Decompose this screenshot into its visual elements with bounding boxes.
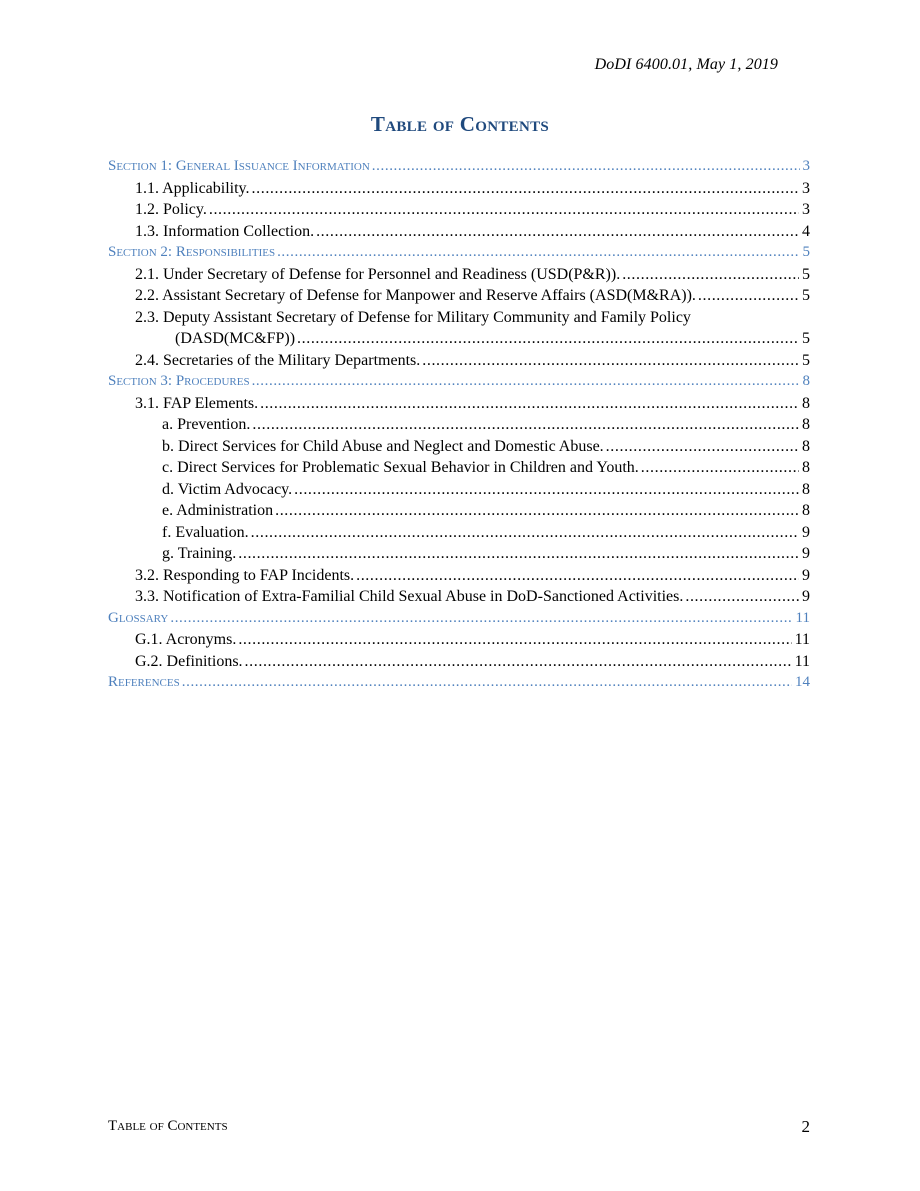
- toc-leader-dots: [252, 371, 800, 393]
- toc-entry-label: Section 1: General Issuance Information: [108, 158, 370, 174]
- toc-entry-page: 11: [794, 652, 810, 670]
- toc-entry[interactable]: [108, 543, 810, 565]
- toc-entry-label: 1.3. Information Collection.: [135, 222, 315, 240]
- toc-entry[interactable]: [108, 629, 810, 651]
- toc-entry[interactable]: [108, 500, 810, 522]
- toc-entry-page: 9: [802, 588, 810, 605]
- toc-entry-page: 8: [802, 394, 810, 412]
- toc-entry-page: 9: [802, 523, 810, 541]
- toc-leader-dots: [297, 328, 799, 350]
- toc-entry[interactable]: [108, 328, 810, 350]
- toc-leader-dots: [422, 350, 799, 372]
- toc-leader-dots: [277, 242, 799, 264]
- toc-entry[interactable]: [108, 307, 810, 329]
- toc-leader-dots: [698, 285, 799, 307]
- toc-entry[interactable]: [108, 199, 810, 221]
- toc-entry[interactable]: [108, 350, 810, 372]
- toc-entry[interactable]: [108, 414, 810, 436]
- toc-entry-page: 9: [802, 545, 810, 562]
- toc-entry-page: 8: [802, 480, 810, 498]
- toc-entry[interactable]: [108, 285, 810, 307]
- toc-entry-label: d. Victim Advocacy.: [162, 480, 293, 498]
- toc-entry[interactable]: [108, 221, 810, 243]
- toc-entry-label: 2.3. Deputy Assistant Secretary of Defense for Military Community and Family Policy: [135, 308, 691, 326]
- toc-entry-label: References: [108, 674, 180, 690]
- page-title: Table of Contents: [370, 112, 550, 136]
- toc-entry[interactable]: [108, 178, 810, 200]
- toc-entry-page: 4: [802, 222, 810, 240]
- footer-section-label: Table of Contents: [108, 1118, 228, 1134]
- toc-entry-label: (DASD(MC&FP)): [175, 330, 296, 347]
- toc-entry-label: 3.1. FAP Elements.: [135, 394, 259, 412]
- toc-entry-page: 8: [802, 459, 810, 476]
- toc-leader-dots: [238, 543, 799, 565]
- toc-entry-label: 3.2. Responding to FAP Incidents.: [135, 566, 355, 584]
- toc-leader-dots: [251, 522, 799, 544]
- toc-leader-dots: [622, 264, 799, 286]
- toc-entry-page: 5: [802, 244, 810, 260]
- toc-entry-label: 1.1. Applicability.: [135, 179, 250, 197]
- toc-entry[interactable]: [108, 457, 810, 479]
- toc-leader-dots: [170, 608, 792, 630]
- toc-entry-label: 3.3. Notification of Extra-Familial Child Sexual Abuse in DoD-Sanctioned Activities.: [135, 588, 684, 605]
- toc-leader-dots: [316, 221, 799, 243]
- toc-entry-label: Section 3: Procedures: [108, 373, 250, 389]
- toc-leader-dots: [294, 479, 799, 501]
- footer-page-number: 2: [801, 1117, 810, 1136]
- toc-entry-label: 1.2. Policy.: [135, 201, 207, 218]
- toc-leader-dots: [209, 199, 799, 221]
- toc-entry[interactable]: [108, 264, 810, 286]
- toc-entry-label: 2.4. Secretaries of the Military Departments.: [135, 351, 421, 369]
- toc-entry-label: Glossary: [108, 609, 169, 626]
- toc-entry-label: G.1. Acronyms.: [135, 631, 237, 648]
- toc-entry-page: 8: [802, 502, 810, 519]
- toc-entry[interactable]: [108, 393, 810, 415]
- toc-leader-dots: [252, 178, 799, 200]
- toc-entry[interactable]: [108, 565, 810, 587]
- toc-section-entry[interactable]: [108, 242, 810, 264]
- document-reference: DoDI 6400.01, May 1, 2019: [594, 56, 778, 73]
- toc-entry-page: 5: [802, 330, 810, 347]
- toc-leader-dots: [182, 672, 792, 694]
- toc-entry-page: 14: [795, 674, 810, 690]
- toc-entry-label: 2.2. Assistant Secretary of Defense for Manpower and Reserve Affairs (ASD(M&RA)).: [135, 287, 696, 304]
- toc-entry-page: 3: [802, 179, 810, 197]
- toc-entry-label: g. Training.: [162, 545, 237, 562]
- toc-entry-label: c. Direct Services for Problematic Sexual Behavior in Children and Youth.: [162, 459, 639, 476]
- toc-entry-label: e. Administration: [162, 502, 274, 519]
- toc-section-entry[interactable]: [108, 608, 810, 630]
- toc-entry-label: a. Prevention.: [162, 416, 251, 433]
- toc-leader-dots: [275, 500, 799, 522]
- toc-entry-page: 8: [802, 416, 810, 433]
- toc-entry-page: 9: [802, 566, 810, 584]
- table-of-contents: [108, 156, 810, 694]
- toc-entry-label: f. Evaluation.: [162, 523, 249, 541]
- toc-leader-dots: [685, 586, 799, 608]
- toc-leader-dots: [238, 629, 791, 651]
- toc-entry-page: 8: [802, 437, 810, 455]
- toc-leader-dots: [606, 436, 799, 458]
- toc-entry-page: 5: [802, 287, 810, 304]
- toc-leader-dots: [356, 565, 799, 587]
- toc-section-entry[interactable]: [108, 371, 810, 393]
- toc-leader-dots: [260, 393, 799, 415]
- toc-entry-page: 5: [802, 265, 810, 283]
- toc-entry[interactable]: [108, 522, 810, 544]
- toc-entry-label: G.2. Definitions.: [135, 652, 243, 670]
- toc-entry-page: 5: [802, 351, 810, 369]
- toc-entry[interactable]: [108, 479, 810, 501]
- toc-entry[interactable]: [108, 586, 810, 608]
- toc-entry-label: 2.1. Under Secretary of Defense for Personnel and Readiness (USD(P&R)).: [135, 265, 621, 283]
- toc-entry-label: Section 2: Responsibilities: [108, 244, 276, 260]
- toc-entry-page: 3: [802, 201, 810, 218]
- toc-leader-dots: [252, 414, 799, 436]
- toc-leader-dots: [372, 156, 800, 178]
- toc-entry-page: 11: [794, 631, 810, 648]
- toc-entry-page: 3: [802, 158, 810, 174]
- toc-entry[interactable]: [108, 651, 810, 673]
- toc-leader-dots: [245, 651, 792, 673]
- toc-entry-page: 8: [802, 373, 810, 389]
- toc-entry-label: b. Direct Services for Child Abuse and Neglect and Domestic Abuse.: [162, 437, 604, 455]
- toc-section-entry[interactable]: [108, 672, 810, 694]
- toc-entry-page: 11: [795, 609, 810, 626]
- toc-leader-dots: [641, 457, 799, 479]
- toc-entry[interactable]: [108, 436, 810, 458]
- toc-section-entry[interactable]: [108, 156, 810, 178]
